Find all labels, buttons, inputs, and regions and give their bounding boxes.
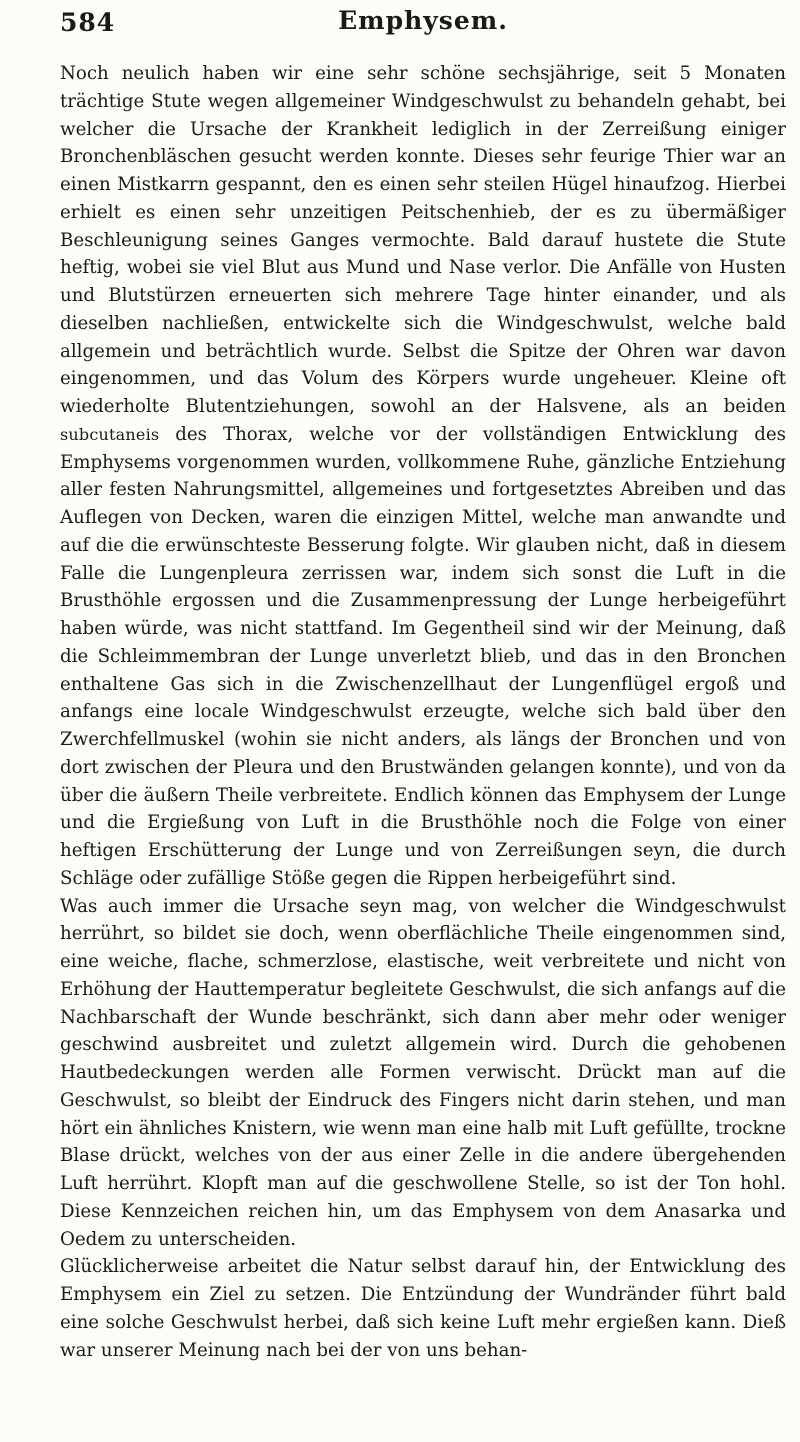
paragraph-1-text-a: Noch neulich haben wir eine sehr schöne sechsjährige, seit 5 Monaten trächtige Stute wegen allgemeiner Windgeschwulst zu behandeln gehabt, bei welcher die Ursache der Krankheit lediglich in der Zerreißung einiger Bronchenbläschen gesucht werden konnte. Dieses sehr feurige Thier war an einen Mistkarrn gespannt, den es einen sehr steilen Hügel hinaufzog. Hierbei erhielt es einen sehr unzeitigen Peitschenhieb, der es zu übermäßiger Beschleunigung seines Ganges vermochte. Bald darauf hustete die Stute heftig, wobei sie viel Blut aus Mund und Nase verlor. Die Anfälle von Husten und Blutstürzen erneuerten sich mehrere Tage hinter einander, und als dieselben nachließen, entwickelte sich die Windgeschwulst, welche bald allgemein und beträchtlich wurde. Selbst die Spitze der Ohren war davon eingenommen, und das Volum des Körpers wurde ungeheuer. Kleine oft wiederholte Blutentziehungen, sowohl an der Halsvene, als an beiden xyxy=(60,63,786,417)
latin-term: subcutaneis xyxy=(60,424,160,444)
page-header xyxy=(60,0,786,42)
paragraph-1 xyxy=(60,60,786,893)
page-number: 584 xyxy=(60,8,116,37)
paragraph-1-text-b: des Thorax, welche vor der vollständigen Entwicklung des Emphysems vorgenommen wurden, vollkommene Ruhe, gänzliche Entziehung aller festen Nahrungsmittel, allgemeines und fortgesetztes Abreiben und das Auflegen von Decken, waren die einzigen Mittel, welche man anwandte und auf die die erwünschteste Besserung folgte. Wir glauben nicht, daß in diesem Falle die Lungenpleura zerrissen war, indem sich sonst die Luft in die Brusthöhle ergossen und die Zusammenpressung der Lunge herbeigeführt haben würde, was nicht stattfand. Im Gegentheil sind wir der Meinung, daß die Schleimmembran der Lunge unverletzt blieb, und das in den Bronchen enthaltene Gas sich in die Zwischenzellhaut der Lungenflügel ergoß und anfangs eine locale Windgeschwulst erzeugte, welche sich bald über den Zwerchfellmuskel (wohin sie nicht anders, als längs der Bronchen und von dort zwischen der Pleura und den Brustwänden gelangen konnte), und von da über die äußern Theile verbreitete. Endlich können das Emphysem der Lunge und die Ergießung von Luft in die Brusthöhle noch die Folge von einer heftigen Erschütterung der Lunge und von Zerreißungen seyn, die durch Schläge oder zufällige Stöße gegen die Rippen herbeigeführt sind. xyxy=(60,423,786,889)
paragraph-3: Glücklicherweise arbeitet die Natur selbst darauf hin, der Entwicklung des Emphysem ein Ziel zu setzen. Die Entzündung der Wundränder führt bald eine solche Geschwulst herbei, daß sich keine Luft mehr ergießen kann. Dieß war unserer Meinung nach bei der von uns behan- xyxy=(60,1256,786,1361)
body-text xyxy=(60,60,786,1364)
paragraph-2: Was auch immer die Ursache seyn mag, von welcher die Windgeschwulst herrührt, so bildet sie doch, wenn oberflächliche Theile eingenommen sind, eine weiche, flache, schmerzlose, elastische, weit verbreitete und nicht von Erhöhung der Hauttemperatur begleitete Geschwulst, die sich anfangs auf die Nachbarschaft der Wunde beschränkt, sich dann aber mehr oder weniger geschwind ausbreitet und zuletzt allgemein wird. Durch die gehobenen Hautbedeckungen werden alle Formen verwischt. Drückt man auf die Geschwulst, so bleibt der Eindruck des Fingers nicht darin stehen, und man hört ein ähnliches Knistern, wie wenn man eine halb mit Luft gefüllte, trockne Blase drückt, welches von der aus einer Zelle in die andere übergehenden Luft herrührt. Klopft man auf die geschwollene Stelle, so ist der Ton hohl. Diese Kennzeichen reichen hin, um das Emphysem von dem Anasarka und Oedem zu unterscheiden. xyxy=(60,895,786,1250)
running-head: Emphysem. xyxy=(338,6,508,35)
